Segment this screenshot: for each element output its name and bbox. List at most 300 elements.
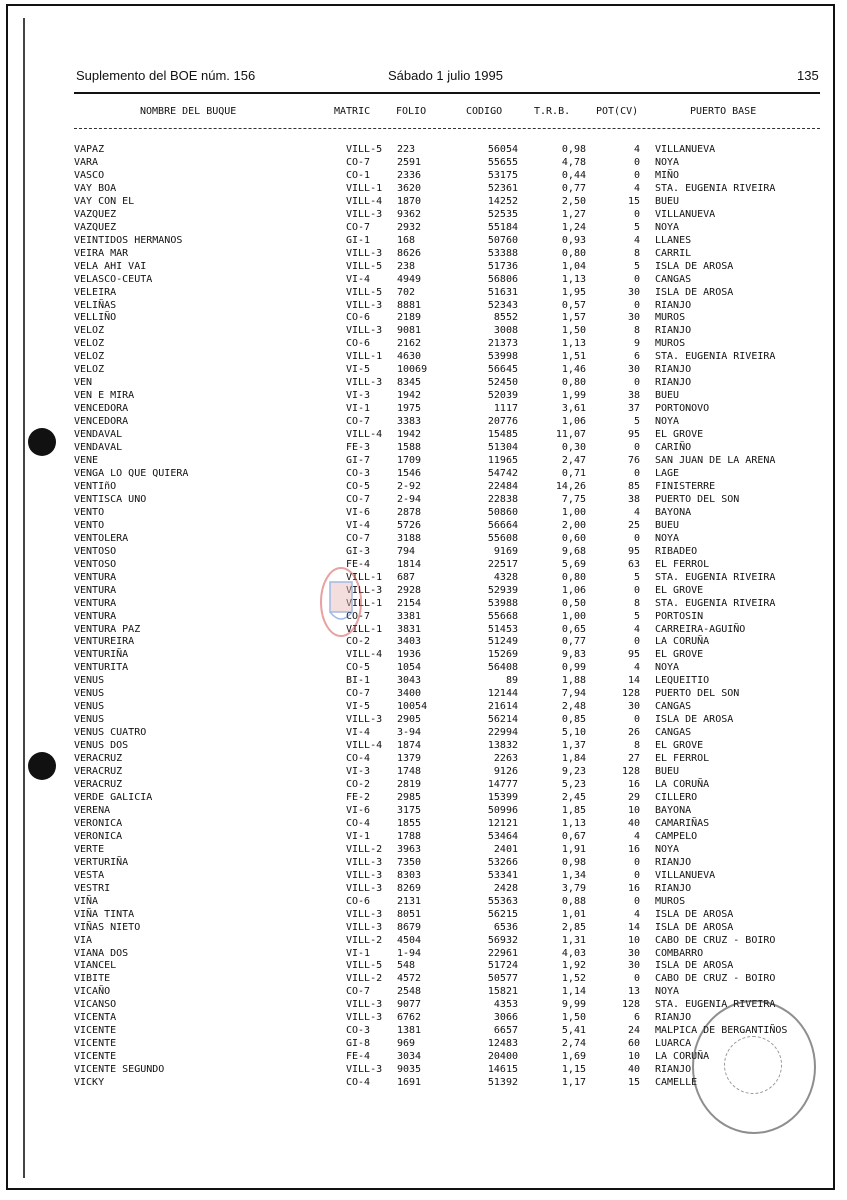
table-row: [0, 765, 847, 778]
cell-codigo: 51736: [487, 260, 518, 272]
cell-folio: 223: [397, 144, 416, 155]
cell-folio: 168: [397, 234, 416, 246]
cell-trb: 1,37: [561, 740, 586, 752]
cell-nombre: VENTO: [74, 506, 105, 518]
cell-codigo: 89: [505, 675, 518, 687]
cell-pot: 5: [633, 610, 640, 622]
table-row: [0, 260, 847, 273]
cell-puerto: CARIÑO: [655, 442, 692, 454]
cell-folio: 1-94: [397, 947, 422, 959]
cell-matric: VILL-3: [346, 584, 383, 596]
cell-trb: 9,99: [561, 999, 586, 1011]
cell-pot: 0: [633, 442, 640, 454]
cell-nombre: VELEIRA: [74, 286, 117, 298]
cell-matric: VILL-3: [346, 247, 383, 259]
cell-pot: 0: [633, 584, 640, 596]
table-row: [0, 908, 847, 921]
cell-matric: VILL-4: [346, 429, 383, 441]
header-rule: [74, 92, 820, 94]
cell-pot: 16: [627, 882, 640, 894]
cell-pot: 0: [633, 636, 640, 648]
cell-puerto: SAN JUAN DE LA ARENA: [655, 455, 776, 467]
cell-matric: VILL-1: [346, 351, 383, 363]
cell-pot: 8: [633, 740, 640, 752]
cell-nombre: VENTO: [74, 519, 105, 531]
cell-folio: 3403: [397, 636, 422, 648]
cell-trb: 9,23: [561, 766, 586, 778]
cell-codigo: 3008: [493, 325, 518, 337]
cell-pot: 5: [633, 571, 640, 583]
cell-trb: 2,74: [561, 1038, 586, 1050]
cell-nombre: VIANCEL: [74, 960, 117, 972]
library-seal-watermark: [318, 564, 364, 640]
table-row: [0, 584, 847, 597]
cell-trb: 1,04: [561, 260, 586, 272]
cell-pot: 16: [627, 779, 640, 791]
publication-title: Suplemento del BOE núm. 156: [76, 68, 256, 83]
cell-pot: 5: [633, 416, 640, 428]
table-row: [0, 843, 847, 856]
cell-pot: 38: [627, 493, 640, 505]
cell-codigo: 11965: [487, 455, 518, 467]
cell-pot: 15: [627, 195, 640, 207]
cell-trb: 1,01: [561, 908, 586, 920]
cell-trb: 5,41: [561, 1025, 586, 1037]
table-row: [0, 506, 847, 519]
cell-pot: 16: [627, 843, 640, 855]
cell-nombre: VENTURA PAZ: [74, 623, 141, 635]
cell-puerto: RIANJO: [655, 377, 692, 389]
cell-trb: 7,94: [561, 688, 586, 700]
cell-folio: 8626: [397, 247, 422, 259]
cell-codigo: 51304: [487, 442, 518, 454]
cell-nombre: VIÑA TINTA: [74, 908, 135, 920]
cell-pot: 128: [621, 688, 640, 700]
cell-trb: 1,69: [561, 1051, 586, 1063]
cell-codigo: 55668: [487, 610, 518, 622]
cell-folio: 9362: [397, 208, 422, 220]
cell-nombre: VAZQUEZ: [74, 221, 117, 233]
cell-puerto: EL FERROL: [655, 753, 710, 765]
cell-matric: VILL-3: [346, 921, 383, 933]
cell-matric: VILL-1: [346, 182, 383, 194]
table-row: [0, 169, 847, 182]
cell-nombre: VENTURA: [74, 597, 117, 609]
cell-nombre: VAY CON EL: [74, 195, 135, 207]
table-row: [0, 674, 847, 687]
cell-codigo: 55184: [487, 221, 518, 233]
cell-codigo: 52535: [487, 208, 518, 220]
cell-folio: 2-94: [397, 493, 422, 505]
cell-pot: 0: [633, 169, 640, 181]
cell-pot: 30: [627, 286, 640, 298]
cell-matric: VI-6: [346, 506, 371, 518]
cell-matric: FE-2: [346, 792, 371, 803]
cell-nombre: VELOZ: [74, 351, 105, 363]
cell-codigo: 2263: [493, 753, 518, 765]
cell-nombre: VAZQUEZ: [74, 208, 117, 220]
cell-pot: 25: [627, 519, 640, 531]
cell-matric: GI-8: [346, 1038, 371, 1050]
cell-nombre: VENCEDORA: [74, 403, 129, 415]
cell-trb: 11,07: [555, 429, 586, 441]
cell-matric: VILL-1: [346, 597, 383, 609]
cell-pot: 30: [627, 947, 640, 959]
cell-pot: 27: [627, 753, 640, 765]
cell-pot: 4: [633, 506, 640, 518]
cell-codigo: 50996: [487, 804, 518, 816]
cell-pot: 14: [627, 675, 640, 687]
cell-codigo: 22838: [487, 493, 518, 505]
cell-puerto: NOYA: [655, 662, 680, 674]
cell-codigo: 53341: [487, 869, 518, 881]
table-row: [0, 687, 847, 700]
cell-matric: CO-6: [346, 338, 371, 350]
cell-nombre: VAY BOA: [74, 182, 117, 194]
cell-codigo: 56214: [487, 714, 518, 726]
cell-pot: 15: [627, 1077, 640, 1089]
table-row: [0, 454, 847, 467]
table-row: [0, 324, 847, 337]
cell-trb: 1,17: [561, 1077, 586, 1089]
cell-puerto: LA CORUÑA: [655, 1051, 710, 1063]
cell-puerto: NOYA: [655, 221, 680, 233]
cell-trb: 1,13: [561, 338, 586, 350]
cell-pot: 4: [633, 662, 640, 674]
table-row: [0, 921, 847, 934]
cell-folio: 1054: [397, 662, 422, 674]
cell-codigo: 53388: [487, 247, 518, 259]
cell-pot: 4: [633, 623, 640, 635]
cell-nombre: VENTURIÑA: [74, 649, 129, 661]
cell-puerto: LUARCA: [655, 1038, 692, 1050]
cell-codigo: 8552: [493, 312, 518, 324]
cell-puerto: VILLANUEVA: [655, 869, 716, 881]
cell-matric: CO-7: [346, 156, 371, 168]
cell-codigo: 56932: [487, 934, 518, 946]
cell-folio: 2189: [397, 312, 422, 324]
cell-puerto: STA. EUGENIA RIVEIRA: [655, 571, 776, 583]
cell-nombre: VEN E MIRA: [74, 390, 135, 402]
cell-folio: 7350: [397, 856, 422, 868]
cell-pot: 9: [633, 338, 640, 350]
table-row: [0, 428, 847, 441]
cell-nombre: VIA: [74, 934, 93, 946]
cell-pot: 8: [633, 247, 640, 259]
cell-pot: 13: [627, 986, 640, 998]
cell-matric: VILL-3: [346, 869, 383, 881]
cell-folio: 2591: [397, 156, 422, 168]
table-row: [0, 610, 847, 623]
cell-pot: 0: [633, 973, 640, 985]
punch-hole: [28, 752, 56, 780]
cell-trb: 0,77: [561, 182, 586, 194]
cell-folio: 1855: [397, 817, 422, 829]
cell-codigo: 52450: [487, 377, 518, 389]
cell-folio: 1870: [397, 195, 422, 207]
cell-matric: VILL-1: [346, 571, 383, 583]
cell-nombre: VENDAVAL: [74, 442, 123, 454]
cell-matric: VILL-3: [346, 999, 383, 1011]
table-row: [0, 182, 847, 195]
cell-puerto: ISLA DE AROSA: [655, 260, 734, 272]
cell-folio: 1814: [397, 558, 422, 570]
cell-puerto: RIANJO: [655, 325, 692, 337]
cell-nombre: VICKY: [74, 1077, 105, 1089]
cell-folio: 969: [397, 1038, 416, 1050]
cell-nombre: VERTURIÑA: [74, 856, 129, 868]
cell-trb: 1,88: [561, 675, 586, 687]
table-row: [0, 299, 847, 312]
cell-pot: 29: [627, 792, 640, 803]
table-row: [0, 934, 847, 947]
cell-matric: CO-7: [346, 610, 371, 622]
cell-pot: 4: [633, 234, 640, 246]
cell-pot: 128: [621, 766, 640, 778]
cell-puerto: COMBARRO: [655, 947, 704, 959]
cell-pot: 0: [633, 208, 640, 220]
cell-puerto: STA. EUGENIA RIVEIRA: [655, 597, 776, 609]
cell-codigo: 21373: [487, 338, 518, 350]
cell-folio: 1975: [397, 403, 422, 415]
cell-nombre: VENUS: [74, 714, 105, 726]
cell-trb: 4,78: [561, 156, 586, 168]
cell-nombre: VIBITE: [74, 973, 111, 985]
cell-nombre: VENGA LO QUE QUIERA: [74, 468, 189, 479]
cell-codigo: 51631: [487, 286, 518, 298]
cell-puerto: NOYA: [655, 986, 680, 998]
cell-trb: 0,77: [561, 636, 586, 648]
cell-puerto: LEQUEITIO: [655, 675, 710, 687]
cell-folio: 2162: [397, 338, 422, 350]
cell-trb: 0,60: [561, 532, 586, 544]
cell-nombre: VERONICA: [74, 830, 123, 842]
cell-puerto: CAMPELO: [655, 830, 698, 842]
cell-nombre: VENUS: [74, 688, 105, 700]
cell-matric: CO-6: [346, 895, 371, 907]
table-row: [0, 221, 847, 234]
cell-matric: VILL-4: [346, 195, 383, 207]
cell-pot: 4: [633, 144, 640, 155]
table-row: [0, 661, 847, 674]
cell-folio: 4630: [397, 351, 422, 363]
cell-pot: 5: [633, 260, 640, 272]
cell-folio: 238: [397, 260, 416, 272]
cell-puerto: STA. EUGENIA RIVEIRA: [655, 351, 776, 363]
cell-nombre: VICENTE: [74, 1051, 117, 1063]
cell-trb: 2,47: [561, 455, 586, 467]
cell-puerto: RIANJO: [655, 856, 692, 868]
cell-puerto: RIANJO: [655, 1064, 692, 1076]
cell-trb: 0,98: [561, 144, 586, 155]
cell-codigo: 9169: [493, 545, 518, 557]
cell-matric: VILL-3: [346, 908, 383, 920]
cell-folio: 3-94: [397, 727, 422, 739]
table-row: [0, 985, 847, 998]
cell-folio: 1874: [397, 740, 422, 752]
cell-matric: CO-3: [346, 1025, 371, 1037]
cell-codigo: 55363: [487, 895, 518, 907]
cell-puerto: PORTONOVO: [655, 403, 710, 415]
cell-trb: 0,65: [561, 623, 586, 635]
cell-pot: 0: [633, 856, 640, 868]
cell-codigo: 55655: [487, 156, 518, 168]
cell-matric: CO-2: [346, 779, 371, 791]
cell-nombre: VENE: [74, 455, 99, 467]
cell-puerto: CANGAS: [655, 273, 692, 285]
cell-trb: 0,99: [561, 662, 586, 674]
table-row: [0, 493, 847, 506]
cell-puerto: EL GROVE: [655, 740, 704, 752]
cell-folio: 3175: [397, 804, 422, 816]
cell-pot: 60: [627, 1038, 640, 1050]
cell-puerto: CARREIRA-AGUIÑO: [655, 623, 746, 635]
table-row: [0, 247, 847, 260]
table-row: [0, 869, 847, 882]
cell-codigo: 51724: [487, 960, 518, 972]
cell-codigo: 54742: [487, 468, 518, 479]
cell-matric: VILL-3: [346, 299, 383, 311]
cell-trb: 5,23: [561, 779, 586, 791]
cell-nombre: VICENTA: [74, 1012, 117, 1024]
cell-nombre: VASCO: [74, 169, 105, 181]
col-puerto: PUERTO BASE: [690, 106, 757, 117]
cell-trb: 0,57: [561, 299, 586, 311]
table-row: [0, 791, 847, 804]
cell-nombre: VENDAVAL: [74, 429, 123, 441]
cell-folio: 2154: [397, 597, 422, 609]
cell-nombre: VENUS: [74, 675, 105, 687]
cell-nombre: VELA AHI VAI: [74, 260, 147, 272]
cell-matric: CO-1: [346, 169, 371, 181]
cell-folio: 1546: [397, 468, 422, 479]
cell-matric: VI-3: [346, 390, 371, 402]
cell-puerto: CANGAS: [655, 727, 692, 739]
cell-folio: 8269: [397, 882, 422, 894]
cell-matric: BI-1: [346, 675, 371, 687]
cell-matric: VILL-4: [346, 740, 383, 752]
cell-matric: VILL-2: [346, 973, 383, 985]
cell-codigo: 51453: [487, 623, 518, 635]
cell-nombre: VICENTE: [74, 1025, 117, 1037]
cell-nombre: VICAÑO: [74, 986, 111, 998]
cell-nombre: VENTISCA UNO: [74, 493, 147, 505]
cell-puerto: MALPICA DE BERGANTIÑOS: [655, 1025, 788, 1037]
cell-puerto: ISLA DE AROSA: [655, 286, 734, 298]
cell-folio: 9035: [397, 1064, 422, 1076]
table-row: [0, 635, 847, 648]
table-row: [0, 519, 847, 532]
cell-folio: 2819: [397, 779, 422, 791]
cell-trb: 1,15: [561, 1064, 586, 1076]
cell-pot: 10: [627, 1051, 640, 1063]
cell-folio: 10054: [397, 701, 428, 713]
cell-folio: 3383: [397, 416, 422, 428]
cell-nombre: VERONICA: [74, 817, 123, 829]
cell-folio: 4949: [397, 273, 422, 285]
table-row: [0, 726, 847, 739]
cell-trb: 7,75: [561, 493, 586, 505]
cell-folio: 2131: [397, 895, 422, 907]
cell-codigo: 22517: [487, 558, 518, 570]
cell-trb: 1,85: [561, 804, 586, 816]
cell-codigo: 55608: [487, 532, 518, 544]
cell-trb: 2,45: [561, 792, 586, 803]
cell-codigo: 20400: [487, 1051, 518, 1063]
cell-matric: VI-4: [346, 727, 371, 739]
cell-trb: 0,98: [561, 856, 586, 868]
cell-codigo: 20776: [487, 416, 518, 428]
cell-nombre: VENTURITA: [74, 662, 129, 674]
cell-codigo: 53988: [487, 597, 518, 609]
cell-codigo: 53998: [487, 351, 518, 363]
cell-folio: 1748: [397, 766, 422, 778]
cell-puerto: BAYONA: [655, 804, 692, 816]
cell-codigo: 15485: [487, 429, 518, 441]
cell-puerto: BUEU: [655, 195, 680, 207]
cell-puerto: PUERTO DEL SON: [655, 493, 740, 505]
cell-matric: VI-1: [346, 830, 371, 842]
cell-codigo: 2428: [493, 882, 518, 894]
cell-matric: VILL-3: [346, 325, 383, 337]
cell-pot: 37: [627, 403, 640, 415]
cell-pot: 0: [633, 377, 640, 389]
cell-folio: 3034: [397, 1051, 422, 1063]
cell-nombre: VERTE: [74, 843, 105, 855]
cell-pot: 0: [633, 895, 640, 907]
col-matric: MATRIC: [334, 106, 371, 117]
cell-matric: VILL-3: [346, 377, 383, 389]
cell-trb: 9,83: [561, 649, 586, 661]
cell-nombre: VAPAZ: [74, 144, 105, 155]
cell-folio: 2878: [397, 506, 422, 518]
cell-codigo: 12144: [487, 688, 518, 700]
cell-trb: 1,13: [561, 817, 586, 829]
cell-puerto: LLANES: [655, 234, 692, 246]
cell-nombre: VENTOLERA: [74, 532, 129, 544]
cell-trb: 4,03: [561, 947, 586, 959]
table-row: [0, 558, 847, 571]
cell-puerto: CARRIL: [655, 247, 692, 259]
cell-trb: 0,93: [561, 234, 586, 246]
cell-trb: 1,34: [561, 869, 586, 881]
cell-folio: 2548: [397, 986, 422, 998]
cell-nombre: VENTUREIRA: [74, 636, 135, 648]
cell-nombre: VEIRA MAR: [74, 247, 129, 259]
table-row: [0, 350, 847, 363]
cell-puerto: MUROS: [655, 895, 686, 907]
cell-puerto: NOYA: [655, 416, 680, 428]
cell-trb: 14,26: [555, 480, 586, 492]
table-row: [0, 195, 847, 208]
cell-matric: VI-4: [346, 519, 371, 531]
table-row: [0, 571, 847, 584]
cell-trb: 2,50: [561, 195, 586, 207]
cell-codigo: 56664: [487, 519, 518, 531]
table-row: [0, 532, 847, 545]
cell-nombre: VENTIñO: [74, 480, 117, 492]
cell-folio: 9081: [397, 325, 422, 337]
cell-puerto: BUEU: [655, 519, 680, 531]
cell-matric: CO-6: [346, 312, 371, 324]
cell-folio: 1588: [397, 442, 422, 454]
cell-matric: VILL-3: [346, 856, 383, 868]
cell-trb: 3,61: [561, 403, 586, 415]
cell-folio: 794: [397, 545, 416, 557]
cell-trb: 0,44: [561, 169, 586, 181]
cell-nombre: VENCEDORA: [74, 416, 129, 428]
cell-nombre: VELOZ: [74, 338, 105, 350]
